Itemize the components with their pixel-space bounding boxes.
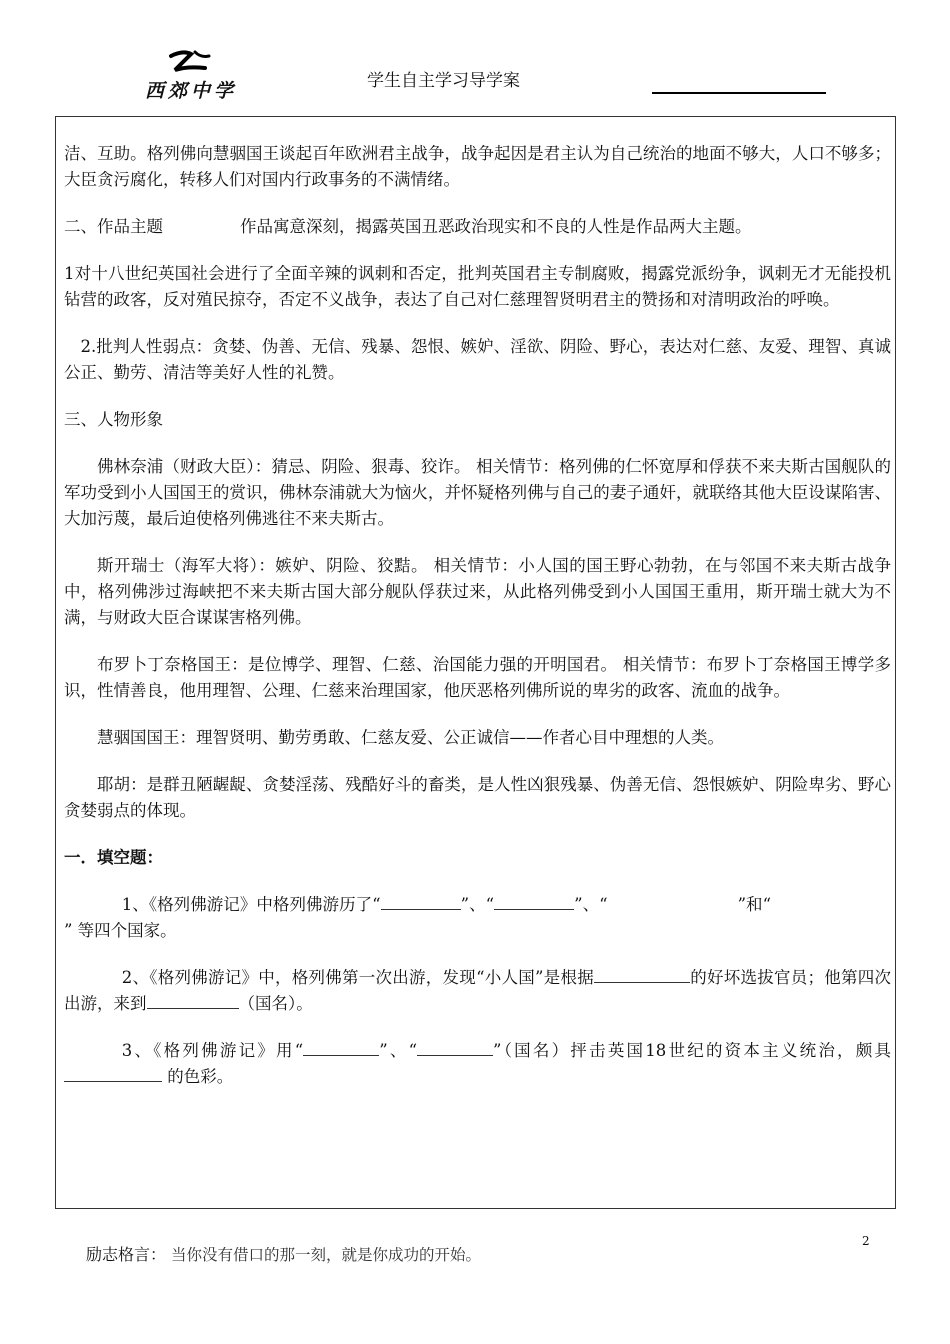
fill-blank-heading: 一．填空题：	[64, 848, 163, 867]
answer-blank[interactable]	[494, 892, 574, 910]
question-1	[64, 892, 891, 944]
theme-heading: 二、作品主题	[64, 217, 163, 236]
question-1-text-a: 1、《格列佛游记》中格列佛游历了“	[121, 895, 381, 914]
character-skyresh: 斯开瑞士（海军大将）：嫉妒、阴险、狡黠。 相关情节：小人国的国王野心勃勃，在与邻国不来夫斯古战争中，格列佛涉过海峡把不来夫斯古国大部分舰队俘获过来，从此格列佛受到小人国国王重用，斯开瑞士就大为不满，与财政大臣合谋谋害格列佛。	[64, 556, 891, 627]
theme-text: 作品寓意深刻，揭露英国丑恶政治现实和不良的人性是作品两大主题。	[240, 217, 752, 236]
document-body	[64, 141, 891, 1111]
question-1-text-c: ”、“	[574, 895, 608, 914]
answer-blank[interactable]	[303, 1038, 379, 1056]
motto	[86, 1242, 481, 1265]
theme-section	[64, 214, 891, 240]
school-logo	[145, 48, 255, 106]
question-3	[64, 1038, 891, 1090]
name-underline	[652, 92, 826, 94]
answer-blank[interactable]	[64, 1064, 162, 1082]
theme-point-2: 2.批判人性弱点：贪婪、伪善、无信、残暴、怨恨、嫉妒、淫欲、阴险、野心，表达对仁慈、友爱、理智、真诚公正、勤劳、清洁等美好人性的礼赞。	[64, 337, 891, 382]
motto-text: 当你没有借口的那一刻，就是你成功的开始。	[170, 1246, 481, 1264]
character-yahoo: 耶胡：是群丑陋龌龊、贪婪淫荡、残酷好斗的畜类，是人性凶狠残暴、伪善无信、怨恨嫉妒、阴险卑劣、野心贪婪弱点的体现。	[64, 775, 891, 820]
page-title: 学生自主学习导学案	[367, 71, 520, 91]
question-2-text-c: （国名）。	[238, 994, 313, 1013]
question-3-text-b: ”、“	[379, 1041, 418, 1060]
answer-blank[interactable]	[147, 991, 239, 1009]
school-logo-text: 西郊中学	[145, 80, 238, 102]
paragraph-intro: 洁、互助。格列佛向慧骃国王谈起百年欧洲君主战争，战争起因是君主认为自己统治的地面不够大，人口不够多；大臣贪污腐化，转移人们对国内行政事务的不满情绪。	[64, 144, 891, 189]
character-houyhnhnm-king: 慧骃国国王：理智贤明、勤劳勇敢、仁慈友爱、公正诚信——作者心目中理想的人类。	[97, 728, 724, 747]
answer-blank[interactable]	[417, 1038, 493, 1056]
motto-label: 励志格言：	[86, 1245, 167, 1264]
school-logo-mark-icon	[165, 48, 215, 78]
theme-point-1: 1对十八世纪英国社会进行了全面辛辣的讽刺和否定，批判英国君主专制腐败，揭露党派纷争，讽刺无才无能投机钻营的政客，反对殖民掠夺，否定不义战争，表达了自己对仁慈理智贤明君主的赞扬和对清明政治的呼唤。	[64, 264, 891, 309]
question-3-text-a: 3、《格列佛游记》用“	[121, 1041, 304, 1060]
question-1-text-d: ”和“	[737, 895, 772, 914]
answer-blank[interactable]	[381, 892, 461, 910]
question-3-text-d: 的色彩。	[162, 1067, 234, 1086]
question-3-text-c: ”（国名）抨击英国18世纪的资本主义统治，颇具	[493, 1041, 892, 1060]
question-1-text-e: ” 等四个国家。	[64, 921, 177, 940]
characters-heading: 三、人物形象	[64, 410, 163, 429]
character-flimnap: 佛林奈浦（财政大臣）：猜忌、阴险、狠毒、狡诈。 相关情节：格列佛的仁怀宽厚和俘获不来夫斯古国舰队的军功受到小人国国王的赏识，佛林奈浦就大为恼火，并怀疑格列佛与自己的妻子通奸，就联络其他大臣设谋陷害、大加污蔑，最后迫使格列佛逃往不来夫斯古。	[64, 457, 891, 528]
question-2	[64, 965, 891, 1017]
answer-blank[interactable]	[594, 965, 690, 983]
question-2-text-a: 2、《格列佛游记》中，格列佛第一次出游，发现“小人国”是根据	[121, 968, 594, 987]
page-number: 2	[862, 1234, 870, 1248]
question-1-text-b: ”、“	[460, 895, 495, 914]
question-2-text-b: 的好坏选拔官员；他第四次出游，来到	[64, 968, 892, 1013]
character-brobdingnag-king: 布罗卜丁奈格国王：是位博学、理智、仁慈、治国能力强的开明国君。 相关情节：布罗卜丁奈格国王博学多识，性情善良，他用理智、公理、仁慈来治理国家，他厌恶格列佛所说的卑劣的政客、流血的战争。	[64, 655, 891, 700]
